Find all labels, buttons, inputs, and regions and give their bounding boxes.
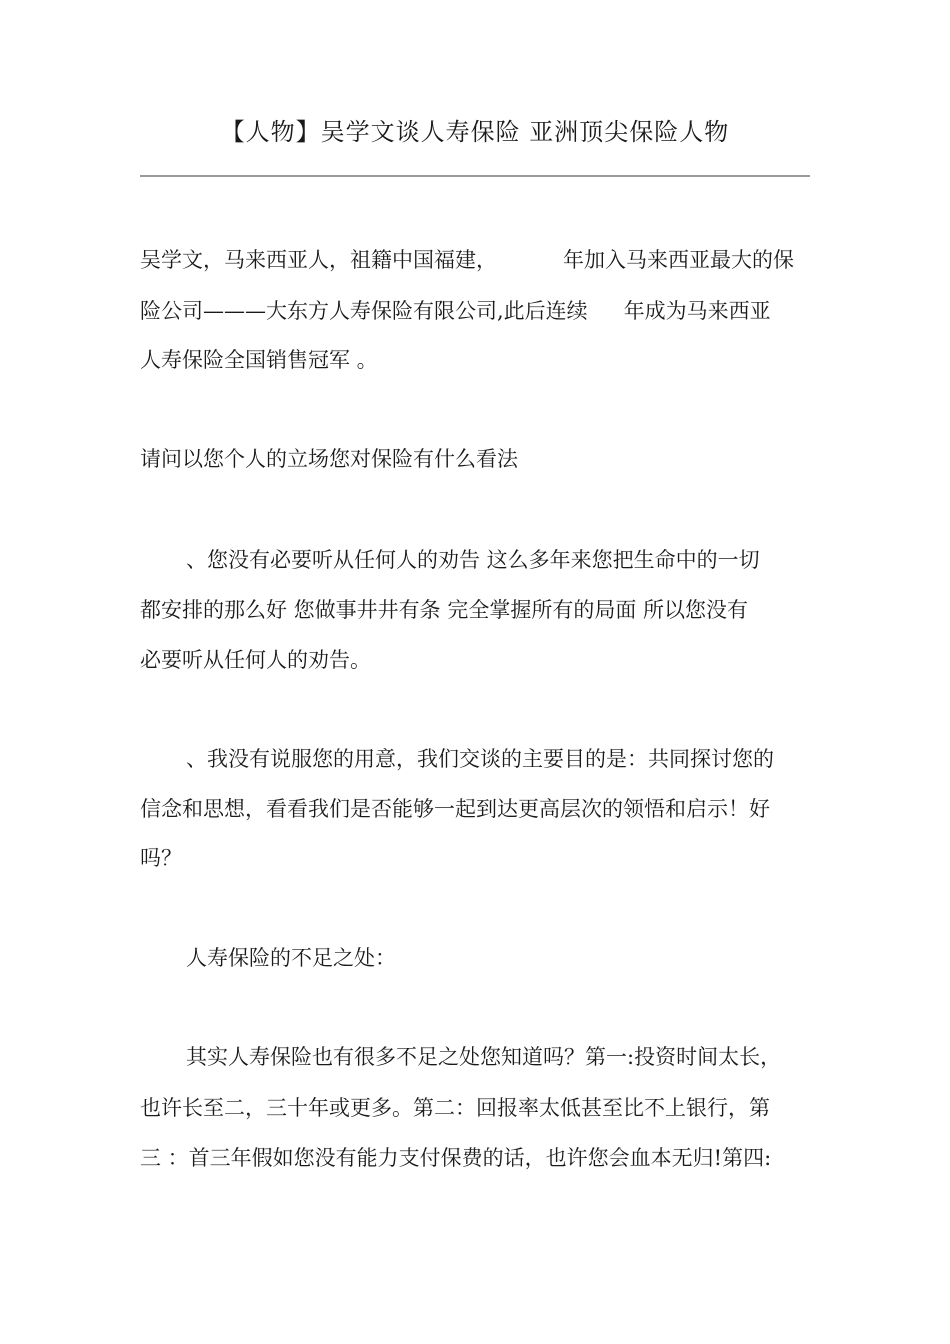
paragraph-line <box>140 294 771 328</box>
section-heading: 人寿保险的不足之处： <box>186 946 396 970</box>
title-divider <box>140 175 810 177</box>
paragraph-line: 也许长至二，三十年或更多。第二：回报率太低甚至比不上银行，第 <box>140 1096 770 1120</box>
paragraph-line: 、您没有必要听从任何人的劝告 这么多年来您把生命中的一切 <box>186 548 760 572</box>
text-segment: 年成为马来西亚 <box>623 299 771 323</box>
paragraph-line: 都安排的那么好 您做事井井有条 完全掌握所有的局面 所以您没有 <box>140 598 749 622</box>
paragraph-line: 必要听从任何人的劝告。 <box>140 648 371 672</box>
question-line: 请问以您个人的立场您对保险有什么看法 <box>140 447 518 471</box>
paragraph-line: 其实人寿保险也有很多不足之处您知道吗？第一:投资时间太长， <box>186 1045 782 1069</box>
text-segment: 吴学文，马来西亚人，祖籍中国福建， <box>140 248 497 272</box>
document-title: 【人物】吴学文谈人寿保险 亚洲顶尖保险人物 <box>220 118 730 146</box>
paragraph-line: 、我没有说服您的用意，我们交谈的主要目的是：共同探讨您的 <box>186 747 774 771</box>
paragraph-line: 信念和思想，看看我们是否能够一起到达更高层次的领悟和启示！好 <box>140 797 770 821</box>
paragraph-line <box>140 243 794 277</box>
paragraph-line: 三 ：首三年假如您没有能力支付保费的话，也许您会血本无归!第四: <box>140 1146 772 1170</box>
paragraph-line: 吗？ <box>140 846 182 870</box>
text-segment: 年加入马来西亚最大的保 <box>563 248 794 272</box>
text-segment: 险公司———大东方人寿保险有限公司,此后连续 <box>140 299 588 323</box>
paragraph-line: 人寿保险全国销售冠军 。 <box>140 348 378 372</box>
